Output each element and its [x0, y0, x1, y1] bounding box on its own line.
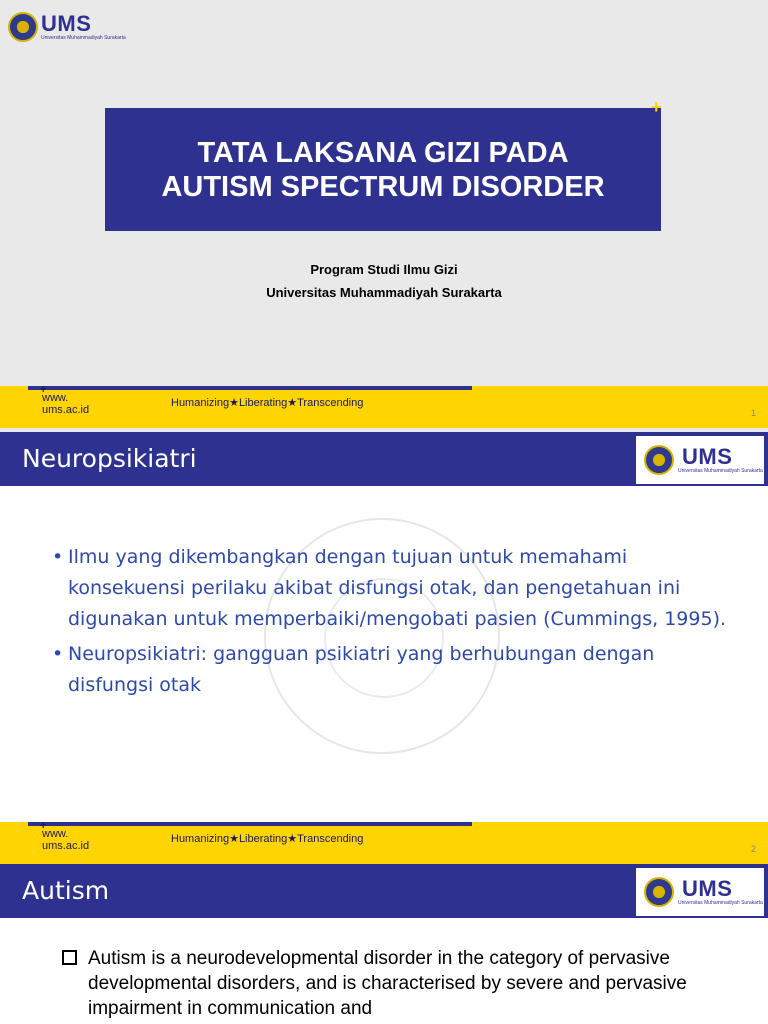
ums-seal-icon	[644, 877, 674, 907]
logo-subtext: Universitas Muhammadiyah Surakarta	[678, 900, 763, 906]
ums-logo	[636, 436, 764, 484]
slide-footer	[0, 822, 768, 864]
footer-url-line-2: ums.ac.id	[42, 404, 90, 416]
ums-seal-icon	[644, 445, 674, 475]
logo-subtext: Universitas Muhammadiyah Surakarta	[678, 468, 763, 474]
slide-2	[0, 432, 768, 864]
list-item-text: Autism is a neurodevelopmental disorder in the category of pervasive developmental disorders, and is characterised by severe and pervasive impairment in communication and	[88, 948, 687, 1019]
logo-text: UMS	[682, 444, 733, 469]
list-item	[62, 946, 742, 1021]
footer-bar	[28, 822, 472, 826]
ums-seal-icon	[8, 12, 38, 42]
page-number: 2	[750, 844, 756, 854]
page-number: 1	[750, 408, 756, 418]
slide-header	[0, 864, 768, 918]
logo-subtext: Universitas Muhammadiyah Surakarta	[41, 35, 126, 41]
title-line-2: AUTISM SPECTRUM DISORDER	[161, 170, 605, 203]
slide-footer	[0, 386, 768, 428]
bullet-list	[52, 542, 742, 705]
subtitle-line-2: Universitas Muhammadiyah Surakarta	[266, 285, 502, 300]
logo-text: UMS	[682, 876, 733, 901]
title-box	[105, 108, 661, 231]
checkbox-bullet-icon	[62, 950, 77, 965]
slide-3	[0, 864, 768, 1024]
slide-header	[0, 432, 768, 486]
footer-url	[42, 392, 89, 416]
footer-url-line-1: www.	[42, 828, 69, 840]
plus-decoration-icon: +	[651, 97, 662, 117]
ums-logo	[636, 868, 764, 916]
footer-url	[42, 828, 89, 852]
footer-tagline: Humanizing★Liberating★Transcending	[171, 833, 364, 845]
list-item: • Ilmu yang dikembangkan dengan tujuan untuk memahami konsekuensi perilaku akibat disfungsi otak, dan pengetahuan ini digunakan untuk memperbaiki/mengobati pasien (Cummings, 1995).	[52, 542, 742, 635]
footer-plus-icon: +	[40, 384, 47, 396]
logo-text: UMS	[41, 11, 92, 36]
footer-url-line-2: ums.ac.id	[42, 840, 90, 852]
footer-bar	[28, 386, 472, 390]
title-line-1: TATA LAKSANA GIZI PADA	[197, 136, 569, 169]
footer-url-line-1: www.	[42, 392, 69, 404]
slide-title: Autism	[22, 876, 110, 905]
ums-logo	[8, 12, 126, 42]
slide-title: Neuropsikiatri	[22, 444, 197, 473]
bullet-list	[62, 946, 742, 1021]
slide-1	[0, 0, 768, 432]
footer-plus-icon: +	[40, 820, 47, 832]
list-item: • Neuropsikiatri: gangguan psikiatri yang berhubungan dengan disfungsi otak	[52, 639, 742, 701]
footer-tagline: Humanizing★Liberating★Transcending	[171, 397, 364, 409]
subtitle-line-1: Program Studi Ilmu Gizi	[310, 262, 458, 277]
